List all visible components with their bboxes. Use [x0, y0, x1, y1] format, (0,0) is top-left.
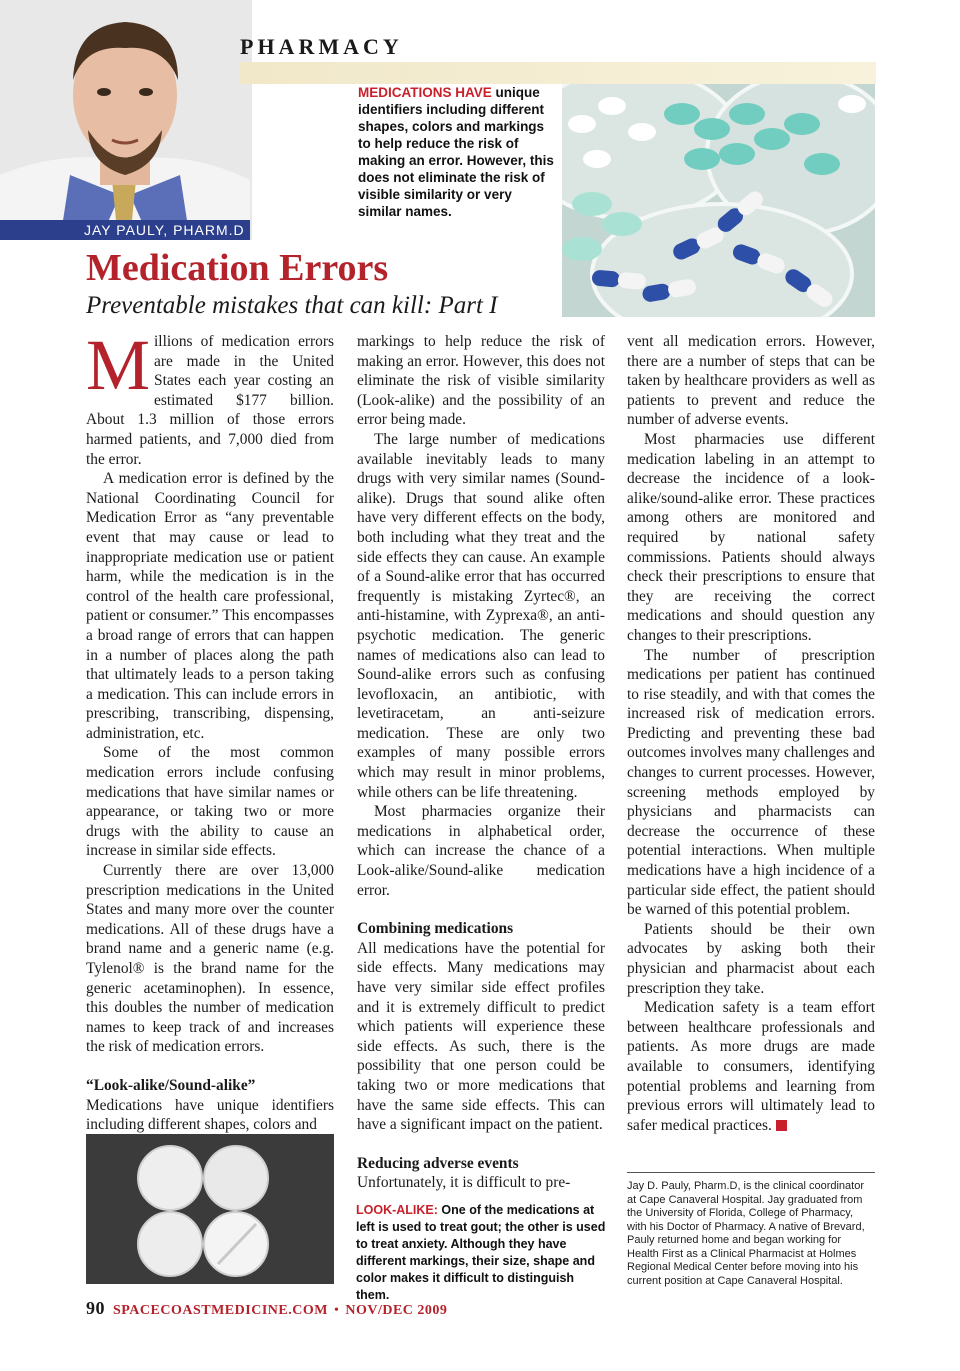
header-band [240, 62, 876, 84]
column-1 [86, 325, 334, 1135]
paragraph: All medications have the potential for side effects. Many medications may have very similar side effect profiles and it is extremely difficult to predict which patients will experience these side effects. As such, there is the possibility that one person could be taking two or more medications that have the same side effects. This can have a significant impact on the patient. [357, 939, 605, 1134]
author-photo [0, 0, 252, 240]
end-mark-icon [776, 1120, 787, 1131]
pills-photo [562, 84, 875, 317]
paragraph: Unfortunately, it is difficult to pre- [357, 1174, 571, 1192]
paragraph: Patients should be their own advocates by asking both their physician and pharmacist about each prescription they take. [627, 920, 875, 997]
bottom-caption-lead: LOOK-ALIKE: [356, 1203, 438, 1217]
paragraph: The large number of medications available inevitably leads to many drugs with very similar names (Sound-alike). Drugs that sound alike often have very different effects on the body, both including what they treat and the side effects they can cause. An example of a Sound-alike error that has occurred frequently is mistaking Zyrtec®, an anti-histamine, with Zyprexa®, an anti-psychotic medication. The generic names of medications also can lead to Sound-alike errors such as confusing levofloxacin, an antibiotic, with levetiracetam, an anti-seizure medication. These are only two examples of many possible errors which may result in minor problems, while others can be life threatening. [357, 430, 605, 801]
top-caption [358, 84, 554, 220]
paragraph: The number of prescription medications per patient has continued to rise steadily, and with that comes the increased risk of medication errors. Predicting and preventing these bad outcomes involves many challenges and changes to current processes. However, screening methods employed by physicians and pharmacists can decrease the occurrence of these potential interactions. When multiple medications have a high incidence of a particular side effect, the patient should be warned of this potential problem. [627, 646, 875, 919]
paragraph: Most pharmacies organize their medications in alphabetical order, which can increase the chance of a Look-alike/Sound-alike medication error. [357, 803, 605, 899]
footer-site-link[interactable]: SPACECOASTMEDICINE.COM [113, 1303, 328, 1318]
author-bio: Jay D. Pauly, Pharm.D, is the clinical coordinator at Cape Canaveral Hospital. Jay graduated from the University of Florida, College of Pharmacy, with his Doctor of Pharmacy. A native of Brevard, Pauly returned home and began working for Health First as a Clinical Pharmacist at Holmes Regional Medical Center before moving into his current position at Cape Canaveral Hospital. [627, 1180, 865, 1287]
page-footer [86, 1298, 447, 1319]
bio-divider [627, 1172, 875, 1173]
subheading-reducing: Reducing adverse events [357, 1154, 519, 1172]
paragraph: Some of the most common medication errors include confusing medications that have similar names or appearance, or taking two or more drugs with the ability to cause an increase in similar side effects. [86, 744, 334, 860]
paragraph: Currently there are over 13,000 prescription medications in the United States and many more over the counter medications. All of these drugs have a brand name and a generic name (e.g. Tylenol® is the brand name for the generic acetaminophen). In essence, this doubles the number of medication names to keep track of and increases the risk of medication errors. [86, 862, 334, 1056]
bottom-caption [356, 1202, 608, 1304]
tablets-photo [86, 1134, 334, 1284]
bottom-caption-text: One of the medications at left is used to treat gout; the other is used to treat anxiety. Although they have different markings, their size, shape and color makes it difficult to distinguish them. [356, 1203, 606, 1302]
column-3 [627, 332, 875, 1135]
paragraph-text: illions of medication errors are made in the United States each year costing an estimated $177 billion. About 1.3 million of those errors harmed patients, and 7,000 died from the error. [86, 333, 334, 468]
paragraph: markings to help reduce the risk of making an error. However, this does not eliminate the risk of visible similarity (Look-alike) and the possibility of an error being made. [357, 333, 605, 429]
article-subtitle: Preventable mistakes that can kill: Part I [86, 292, 498, 319]
paragraph: Most pharmacies use different medication labeling in an attempt to decrease the incidence of a look-alike/sound-alike error. These practices among others are monitored and required by national safety commissions. Patients should always check their prescriptions to ensure that they are receiving the correct medications and should question any changes to their prescriptions. [627, 430, 875, 644]
top-caption-text: unique identifiers including different shapes, colors and markings to help reduce the risk of making an error. However, this does not eliminate the risk of visible similarity or very similar names. [358, 85, 554, 219]
author-portrait-icon [0, 0, 252, 240]
author-name: JAY PAULY, PHARM.D [0, 220, 250, 240]
article-title: Medication Errors [86, 247, 389, 289]
paragraph [86, 325, 334, 469]
pills-dish-icon [562, 84, 875, 317]
paragraph-text: Medication safety is a team effort between healthcare professionals and patients. As more drugs are made available to consumers, identifying potential problems and learning from previous errors will ultimately lead to safer medical practices. [627, 999, 875, 1134]
page-number: 90 [86, 1298, 105, 1318]
footer-issue: NOV/DEC 2009 [345, 1303, 448, 1318]
tablets-icon [86, 1134, 334, 1284]
subheading-combining: Combining medications [357, 920, 514, 938]
paragraph [627, 998, 875, 1135]
subheading-lookalike: “Look-alike/Sound-alike” [86, 1076, 256, 1094]
section-label: PHARMACY [240, 34, 403, 59]
column-2 [357, 332, 605, 1193]
paragraph: vent all medication errors. However, there are a number of steps that can be taken by healthcare providers as well as patients to prevent and reduce the number of adverse events. [627, 333, 875, 429]
footer-separator: • [333, 1303, 340, 1318]
drop-cap: M [86, 325, 151, 405]
paragraph: A medication error is defined by the National Coordinating Council for Medication Error as “any preventable event that may cause or lead to inappropriate medication use or patient harm, while the medication is in the control of the health care professional, patient or consumer.” This encompasses a broad range of errors that can happen in a number of places along the path that ultimately leads to a person taking a medication. This can include errors in prescribing, transcribing, dispensing, administration, etc. [86, 470, 334, 742]
paragraph: Medications have unique identifiers including different shapes, colors and [86, 1096, 334, 1134]
top-caption-lead: MEDICATIONS HAVE [358, 85, 492, 100]
